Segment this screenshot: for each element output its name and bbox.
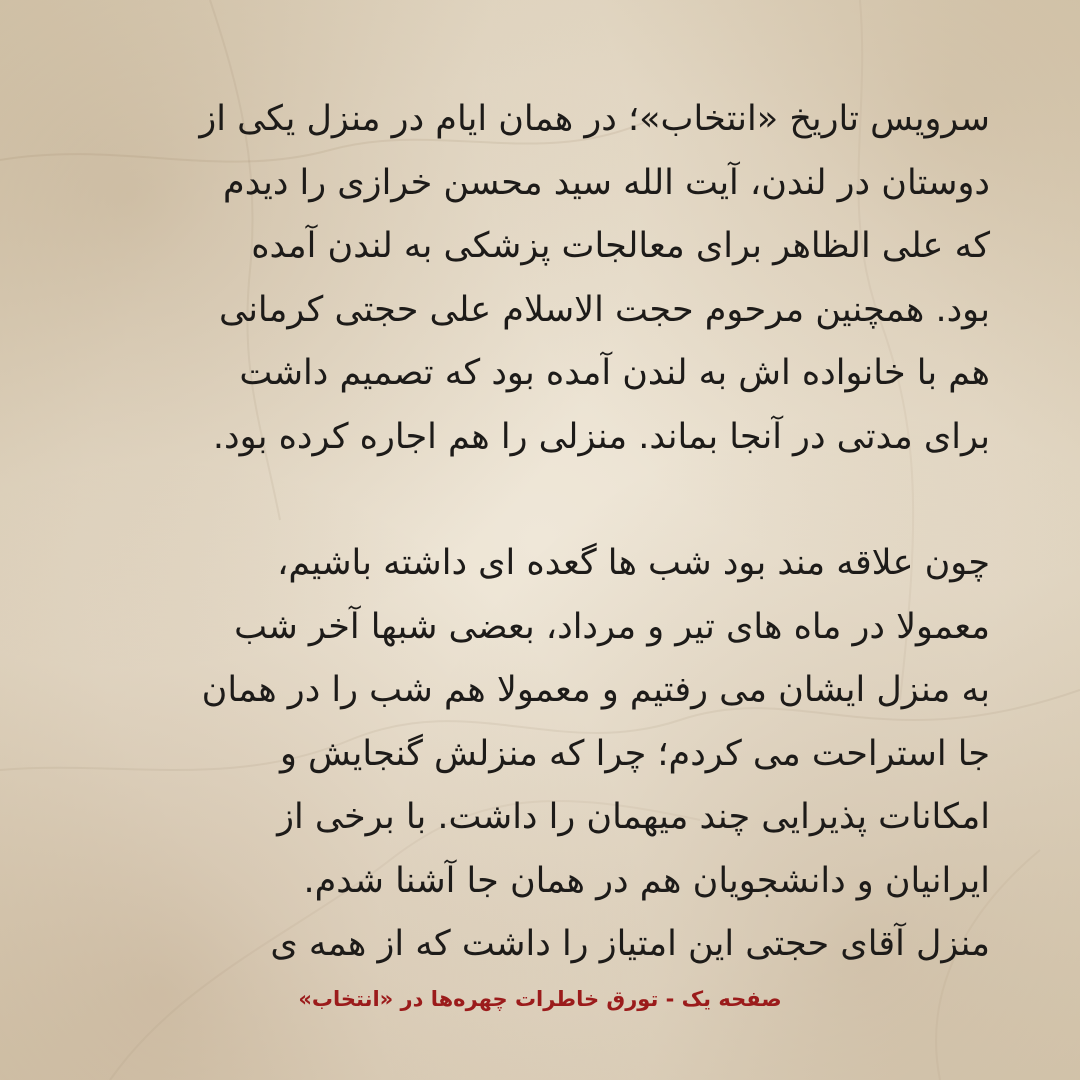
document-body — [92, 88, 990, 977]
paragraph-2: چون علاقه مند بود شب ها گعده ای داشته باشیم، معمولا در ماه های تیر و مرداد، بعضی شبها آخر شب به منزل ایشان می رفتیم و معمولا هم شب را در همان جا استراحت می کردم؛ چرا که منزلش گنجایش و امکانات پذیرایی چند میهمان را داشت. با برخی از ایرانیان و دانشجویان هم در همان جا آشنا شدم. منزل آقای حجتی این امتیاز را داشت که از همه ی — [201, 543, 990, 964]
paragraph-1: سرویس تاریخ «انتخاب»؛ در همان ایام در منزل یکی از دوستان در لندن، آیت الله سید محسن خرازی را دیدم که علی الظاهر برای معالجات پزشکی به لندن آمده بود. همچنین مرحوم حجت الاسلام علی حجتی کرمانی هم با خانواده اش به لندن آمده بود که تصمیم داشت برای مدتی در آنجا بماند. منزلی را هم اجاره کرده بود. — [199, 99, 990, 457]
footer-caption: صفحه یک - تورق خاطرات چهره‌ها در «انتخاب» — [298, 987, 782, 1011]
